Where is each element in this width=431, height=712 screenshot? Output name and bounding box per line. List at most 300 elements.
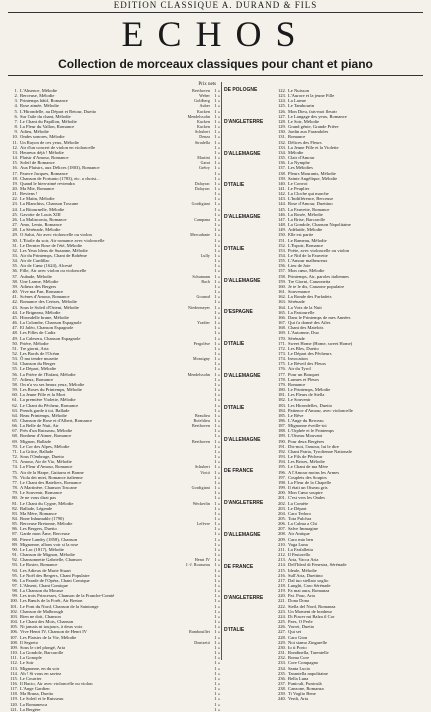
entry-title: La Prière de l'Enfant, Mélodie xyxy=(20,371,76,377)
entry-number: 191. xyxy=(277,443,286,449)
entry-number: 175. xyxy=(277,361,286,367)
entry-price: 1 » xyxy=(214,361,220,367)
entry-price: 1 » xyxy=(214,680,220,686)
entry-price: 1 » xyxy=(214,546,220,552)
entry-price: 1 » xyxy=(214,227,220,233)
entry-number: 10. xyxy=(12,134,18,140)
entry-composer: Beethoven xyxy=(191,423,210,429)
entry-title: Le Brigneau, Mélodie xyxy=(20,309,61,315)
entry-number: 187. xyxy=(277,423,286,429)
entry-composer: Gordigiani xyxy=(191,485,210,491)
entry-price: 1 » xyxy=(214,268,220,274)
entry-number: 239. xyxy=(277,691,286,697)
entry-number: 22. xyxy=(12,196,18,202)
entry-title: Vive ma Fan, Romance xyxy=(20,289,64,295)
entry-price: 1 » xyxy=(214,206,220,212)
entry-price: 1 » xyxy=(214,706,220,712)
entry-title: La Calma a Chi xyxy=(288,521,317,527)
entry-title: Chanson de Fortunio (1783), etc. a choisi... xyxy=(20,175,100,181)
entry-title: Chant Patria, Tyrolienne Nationale xyxy=(288,448,352,454)
entry-composer: Donizetti xyxy=(194,639,210,645)
country-section-label: D'ESPAGNE xyxy=(224,309,253,315)
entry-number: 214. xyxy=(277,562,286,568)
entry-title: La Sérénade, Mélodie xyxy=(20,227,61,233)
entry-title: Caro Gion xyxy=(288,634,308,640)
entry-title: Prends garde à toi, Ballade xyxy=(20,407,70,413)
entry-price: 1 » xyxy=(214,510,220,516)
entry-price: 1 » xyxy=(214,428,220,434)
entry-number: 54. xyxy=(12,361,18,367)
entry-price: 1 » xyxy=(214,593,220,599)
entry-number: 194. xyxy=(277,459,286,465)
entry-number: 152. xyxy=(277,242,286,248)
entry-price: 1 » xyxy=(214,289,220,295)
entry-title: Les Plaisirs de la Vie, Mélodie xyxy=(20,634,77,640)
entry-title: Tre Giorni, Canzonetta xyxy=(288,278,331,284)
entry-number: 141. xyxy=(277,185,286,191)
entry-title: Le Cor des Alpes, Mélodie xyxy=(20,443,70,449)
entry-price: 1 » xyxy=(214,701,220,707)
entry-price: 1 » xyxy=(214,639,220,645)
entry-number: 28. xyxy=(12,227,18,233)
entry-number: 134. xyxy=(277,149,286,155)
entry-number: 126. xyxy=(277,108,286,114)
entry-title: Le Souvenir, Romance xyxy=(20,490,63,496)
entry-title: Les Bergers, Duetto xyxy=(20,526,57,532)
entry-title: Le Chant du Cygne, Mélodie xyxy=(20,500,74,506)
entry-title: Vive Henri IV, Chanson de Henri IV xyxy=(20,629,88,635)
entry-number: 68. xyxy=(12,433,18,439)
entry-number: 218. xyxy=(277,583,286,588)
entry-composer: Mendelssohn xyxy=(187,371,210,377)
entry-title: Ni jamais ni toujours, à deux voix xyxy=(20,624,83,630)
entry-title: L'Ange du Berceau xyxy=(288,418,324,423)
entry-number: 208. xyxy=(277,531,286,537)
entry-price: 1 » xyxy=(214,134,220,140)
entry-title: Les Filles de Cadix xyxy=(20,330,56,336)
entry-title: Scènes d'Amour, Romance xyxy=(20,294,70,300)
entry-title: Les Yeux bleus de Suzanne, Mélodie xyxy=(20,247,88,253)
entry-title: Stella del Nord, Romanza xyxy=(288,603,336,609)
entry-price: 1 » xyxy=(214,407,220,413)
entry-number: 64. xyxy=(12,412,18,418)
entry-price: 1 » xyxy=(214,583,220,588)
entry-number: 177. xyxy=(277,371,286,377)
entry-title: L'Absent, Chant Comique xyxy=(20,583,68,588)
entry-title: La Nymphe xyxy=(288,160,310,166)
entry-number: 79. xyxy=(12,490,18,496)
country-section-label: D'ITALIE xyxy=(224,246,245,252)
entry-number: 240. xyxy=(277,696,286,702)
entry-title: La Parade de l'Opéra, Chant Comique xyxy=(20,577,90,583)
entry-number: 76. xyxy=(12,474,18,480)
entry-number: 2. xyxy=(14,93,18,99)
entry-number: 138. xyxy=(277,170,286,176)
entry-number: 224. xyxy=(277,613,286,619)
entry-title: Berceuse, Mélodie xyxy=(20,93,55,99)
entry-number: 196. xyxy=(277,469,286,475)
entry-number: 56. xyxy=(12,371,18,377)
entry-number: 49. xyxy=(12,335,18,341)
entry-composer: Monsigny xyxy=(192,356,210,362)
entry-price: 1 » xyxy=(214,139,220,145)
entry-number: 101. xyxy=(9,603,18,609)
entry-title: Le Noël des Bergers, Chant Populaire xyxy=(20,572,90,578)
entry-title: Le Rameau, Mélodie xyxy=(288,237,327,243)
entry-number: 40. xyxy=(12,289,18,295)
entry-title: Adieu, Mélodie xyxy=(20,129,49,135)
entry-number: 14. xyxy=(12,155,18,161)
entry-title: La Fleur de la Chapelle xyxy=(288,479,332,485)
entry-price: 1 » xyxy=(214,438,220,444)
entry-number: 211. xyxy=(278,546,286,552)
entry-title: Soleil de Romance xyxy=(20,160,55,166)
entry-number: 95. xyxy=(12,572,18,578)
entry-number: 65. xyxy=(12,418,18,423)
entry-composer: Kucken xyxy=(196,118,210,124)
entry-price: 1 » xyxy=(214,320,220,326)
entry-number: 162. xyxy=(277,294,286,300)
entry-title: La Rosée, Mélodie xyxy=(288,211,323,217)
entry-title: La Ritournelle, Mélodie xyxy=(20,206,65,212)
entry-number: 117. xyxy=(10,686,18,692)
entry-price: 1 » xyxy=(214,253,220,258)
entry-price: 1 » xyxy=(214,185,220,191)
entry-number: 75. xyxy=(12,469,18,475)
entry-number: 42. xyxy=(12,299,18,305)
entry-number: 198. xyxy=(277,479,286,485)
entry-title: A l'Amour moins les Armes xyxy=(288,469,340,475)
entry-number: 37. xyxy=(12,273,18,279)
entry-number: 213. xyxy=(277,557,286,563)
country-section-label: D'ITALIE xyxy=(224,627,245,633)
entry-title: Rose aimée, Mélodie xyxy=(20,103,59,109)
entry-title: Chanson de Mignon, Mélodie xyxy=(20,552,75,558)
entry-title: Sous l'Ombrage, Duetto xyxy=(20,454,65,460)
entry-composer: Viotti xyxy=(200,469,210,475)
entry-title: Le Départ, Mélodie xyxy=(20,366,57,372)
entry-price: 1 » xyxy=(214,423,220,429)
entry-price: 1 » xyxy=(214,397,220,403)
entry-price: 1 » xyxy=(214,299,220,305)
entry-price: 1 » xyxy=(214,670,220,676)
entry-title: Le Départ xyxy=(288,505,307,511)
entry-price: 1 » xyxy=(214,433,220,439)
entry-title: Sérénade xyxy=(288,299,305,305)
entry-number: 48. xyxy=(12,330,18,336)
edition-line: EDITION CLASSIQUE A. DURAND & FILS xyxy=(113,0,318,10)
entry-title: La Calesera, Chanson Espagnole xyxy=(20,335,81,341)
entry-number: 108. xyxy=(9,639,18,645)
entry-title: Le Courrier xyxy=(20,675,42,681)
entry-number: 227. xyxy=(277,629,286,635)
entry-number: 17. xyxy=(12,170,18,176)
entry-composer: Gounod xyxy=(196,294,210,300)
entry-composer: Rambouillet xyxy=(189,629,210,635)
entry-price: 1 » xyxy=(214,201,220,207)
entry-composer: Bach xyxy=(201,278,210,284)
entry-title: Romance xyxy=(288,381,306,387)
entry-title: Il Bacio, Air avec violoncelle ou violon xyxy=(20,680,93,686)
entry-title: Prière, Mélodie xyxy=(20,340,49,346)
entry-title: Rien ne doit, Chanson xyxy=(20,613,61,619)
entry-composer: Pergolèse xyxy=(193,340,210,346)
entry-price: 1 » xyxy=(214,129,220,135)
entry-title: La Chanson du Mousse xyxy=(20,588,64,594)
entry-number: 225. xyxy=(277,619,286,625)
entry-number: 98. xyxy=(12,588,18,594)
country-section-label: D'ALLEMAGNE xyxy=(224,278,261,284)
entry-number: 34. xyxy=(12,258,18,264)
entry-title: Chanson de Malbrough xyxy=(20,608,64,614)
entry-title: Le Chant de ma Mère xyxy=(288,464,329,470)
entry-title: Les Mélodies xyxy=(288,165,313,171)
entry-price: 1 » xyxy=(214,619,220,625)
entry-title: Quand le bien-aimé reviendra xyxy=(20,180,75,186)
entry-title: La première Violette, Mélodie xyxy=(20,397,76,403)
entry-title: Pat. Pour, Aria xyxy=(288,593,315,599)
entry-number: 52. xyxy=(12,350,18,356)
entry-title: Lunghi, Caro Sérénade xyxy=(288,583,331,588)
entry-title: Mélodie xyxy=(288,149,304,155)
entry-title: Caro mio ben xyxy=(288,536,314,542)
entry-price: 1 » xyxy=(214,247,220,253)
entry-number: 167. xyxy=(277,320,286,326)
entry-price: 1 » xyxy=(214,314,220,320)
entry-number: 184. xyxy=(277,407,286,413)
entry-title: Je ne vous dirai pas xyxy=(20,495,56,501)
entry-number: 7. xyxy=(14,118,18,124)
entry-number: 16. xyxy=(12,165,18,171)
entry-title: Les Brises, Mélodie xyxy=(288,459,325,465)
entry-number: 4. xyxy=(14,103,18,109)
entry-number: 203. xyxy=(277,505,286,511)
entry-title: Salve Immagine xyxy=(288,526,318,532)
entry-price: 1 » xyxy=(214,376,220,382)
entry-number: 219. xyxy=(277,588,286,594)
entry-price: 1 » xyxy=(214,536,220,542)
entry-price: 1 » xyxy=(214,515,220,521)
entry-composer: Weckerlin xyxy=(192,500,210,506)
entry-title: Reviens ! xyxy=(20,191,38,197)
entry-price: 1 » xyxy=(214,675,220,681)
entry-price: 1 » xyxy=(214,469,220,475)
entry-title: L'Aurore et la jeune Fille xyxy=(288,93,335,99)
entry-price: 1 » xyxy=(214,211,220,217)
entry-title: Chanson de Rose et d'Albert, Romance xyxy=(20,418,93,423)
entry-number: 228. xyxy=(277,634,286,640)
entry-title: Tarantella napolitaine xyxy=(288,670,328,676)
entry-number: 150. xyxy=(277,232,286,238)
entry-price: 1 » xyxy=(214,222,220,228)
entry-number: 161. xyxy=(277,289,286,295)
entry-price: 1 » xyxy=(214,629,220,635)
entry-number: 236. xyxy=(277,675,286,681)
entry-title: Ah ! Si vous en saviez xyxy=(20,670,62,676)
entry-number: 81. xyxy=(12,500,18,506)
entry-number: 121. xyxy=(9,706,18,712)
entry-number: 226. xyxy=(277,624,286,630)
entry-title: Le Chant des Mois, Chanson xyxy=(20,619,74,625)
entry-title: L'Etoile du soir, Air romance avec violoncelle xyxy=(20,237,105,243)
entry-title: Vorrei, Duetto xyxy=(288,624,315,630)
entry-number: 20. xyxy=(12,185,18,191)
entry-number: 137. xyxy=(277,165,286,171)
entry-number: 72. xyxy=(12,454,18,460)
entry-number: 41. xyxy=(12,294,18,300)
entry-number: 192. xyxy=(277,448,286,454)
entry-title: La Larme xyxy=(288,98,306,104)
entry-title: Dal tuo stellato soglio xyxy=(288,577,329,583)
entry-title: L'Oiseau Mouvant xyxy=(288,433,323,439)
entry-price: 1 » xyxy=(214,665,220,671)
entry-number: 180. xyxy=(277,387,286,393)
entry-title: Lieu de Joie xyxy=(288,263,311,269)
entry-composer: Martini xyxy=(197,155,210,161)
country-section-label: D'ALLEMAGNE xyxy=(224,214,261,220)
entry-title: Le Rêve xyxy=(288,412,304,418)
entry-title: Roma Core xyxy=(288,655,310,661)
entry-title: Bonheur d'Aimer, Romance xyxy=(20,433,72,439)
entry-price: 1 » xyxy=(214,88,220,93)
entry-title: Les Bœufs de la Forêt, Air Breton xyxy=(20,598,83,604)
entry-title: Chant des Matelots xyxy=(288,325,324,331)
entry-title: Caro Tedoro xyxy=(288,510,311,516)
price-header: Prix nets xyxy=(198,82,216,87)
entry-title: La Belle de Nuit, Air xyxy=(20,423,59,429)
entry-title: Le Printemps, Mélodie xyxy=(288,387,331,393)
entry-composer: Grétry xyxy=(198,165,210,171)
entry-number: 189. xyxy=(277,433,286,439)
entry-composer: Schubert xyxy=(194,464,210,470)
entry-number: 26. xyxy=(12,216,18,222)
country-section-label: D'ALLEMAGNE xyxy=(224,151,261,157)
entry-title: Un Rayon de ces yeux, Mélodie xyxy=(20,139,79,145)
entry-composer: Mendelssohn xyxy=(187,113,210,119)
entry-number: 122. xyxy=(277,88,286,93)
country-section-label: D'ALLEMAGNE xyxy=(224,532,261,538)
entry-number: 12. xyxy=(12,144,18,150)
country-section-label: D'ALLEMAGNE xyxy=(224,437,261,443)
entry-title: Jardin aux Farandoles xyxy=(288,129,329,135)
entry-title: Près d'un Ruisseau, Mélodie xyxy=(20,428,73,434)
entry-price: 1 » xyxy=(214,196,220,202)
entry-number: 74. xyxy=(12,464,18,470)
entry-number: 115. xyxy=(10,675,18,681)
entry-price: 1 » xyxy=(214,237,220,243)
entry-title: Il était un Oiseau gris xyxy=(288,485,328,491)
entry-title: Qui t'a donné des Ailes xyxy=(288,320,331,326)
entry-title: Le Chant du Papillon, Mélodie xyxy=(20,118,77,124)
entry-number: 99. xyxy=(12,593,18,599)
entry-number: 178. xyxy=(277,376,286,382)
entry-price: 1 » xyxy=(214,686,220,692)
entry-number: 89. xyxy=(12,541,18,547)
entry-title: Dis-moi, l'amour, lui le dire xyxy=(288,443,339,449)
entry-composer: Goldberg xyxy=(194,98,210,104)
entry-title: Bella Luna xyxy=(288,675,309,681)
entry-title: Mignonne, en du soir xyxy=(20,665,60,671)
entry-number: 183. xyxy=(277,402,286,408)
entry-number: 80. xyxy=(12,495,18,501)
country-section-label: DE FRANCE xyxy=(224,564,254,570)
entry-title: Le Dernier Rose de l'été, Mélodie xyxy=(20,242,83,248)
entry-number: 87. xyxy=(12,531,18,537)
entry-title: Santa Lucia xyxy=(288,665,310,671)
entry-number: 57. xyxy=(12,376,18,382)
entry-title: Plaisir d'Amour, Romance xyxy=(20,155,69,161)
entry-composer: Lefèvre xyxy=(196,521,210,527)
entry-number: 216. xyxy=(277,572,286,578)
entry-title: Aria, Vacca Aria xyxy=(288,557,319,563)
country-section-label: D'ALLEMAGNE xyxy=(224,373,261,379)
entry-title: L'Indifférence, Berceuse xyxy=(288,196,334,202)
entry-number: 102. xyxy=(9,608,18,614)
entry-number: 36. xyxy=(12,268,18,274)
entry-price: 1 » xyxy=(214,242,220,248)
entry-price: 1 » xyxy=(214,330,220,336)
entry-title: Ma Mie, Romance xyxy=(20,185,55,191)
entry-composer: Dalayrac xyxy=(194,185,210,191)
entry-price: 1 » xyxy=(214,170,220,176)
entry-number: 11. xyxy=(12,139,18,145)
entry-number: 77. xyxy=(12,479,18,485)
entry-number: 231. xyxy=(277,650,286,656)
entry-title: Le Réveil des Fleurs xyxy=(288,361,326,367)
entry-number: 58. xyxy=(12,381,18,387)
entry-number: 201. xyxy=(277,495,286,501)
entry-title: Le Lac (1817), Mélodie xyxy=(20,546,64,552)
entry-composer: Beaulieu xyxy=(194,412,210,418)
entry-title: Heureux déjà ! Mélodie xyxy=(20,149,64,155)
entry-price: 1 » xyxy=(214,495,220,501)
entry-title: Hirondelle brune, Mélodie xyxy=(20,314,69,320)
entry-title: L'Ange Gardien xyxy=(20,686,50,692)
entry-number: 114. xyxy=(10,670,18,676)
entry-title: Romance des Cerises, Mélodie xyxy=(20,299,77,305)
entry-number: 118. xyxy=(10,691,18,697)
entry-price: 1 » xyxy=(214,98,220,104)
entry-number: 53. xyxy=(12,356,18,362)
entry-price: 1 » xyxy=(214,613,220,619)
entry-number: 92. xyxy=(12,557,18,563)
entry-title: La Gonople xyxy=(20,655,42,661)
entry-number: 93. xyxy=(12,562,18,568)
entry-title: La Ronde des Farfadets xyxy=(288,294,332,300)
entry-title: La Comète xyxy=(288,500,309,506)
entry-title: Chansonnette Gabrielle, Chanson xyxy=(20,557,82,563)
entry-number: 8. xyxy=(14,124,18,130)
entry-price: 1 » xyxy=(214,644,220,650)
entry-number: 188. xyxy=(277,428,286,434)
entry-title: Invocation xyxy=(288,356,308,362)
entry-number: 133. xyxy=(277,144,286,150)
entry-price: 1 » xyxy=(214,93,220,99)
entry-price: 1 » xyxy=(214,598,220,604)
entry-title: Il Pastorello xyxy=(288,552,311,558)
entry-number: 32. xyxy=(12,247,18,253)
entry-number: 67. xyxy=(12,428,18,434)
entry-price: 1 » xyxy=(214,325,220,331)
entry-price: 1 » xyxy=(214,696,220,702)
entry-title: La Bergère xyxy=(20,706,41,712)
entry-number: 176. xyxy=(277,366,286,372)
entry-title: Amo, Lento, Romance xyxy=(20,222,62,228)
entry-price: 1 » xyxy=(214,660,220,666)
entry-number: 88. xyxy=(12,536,18,542)
entry-number: 94. xyxy=(12,567,18,573)
entry-price: 1 » xyxy=(214,103,220,109)
